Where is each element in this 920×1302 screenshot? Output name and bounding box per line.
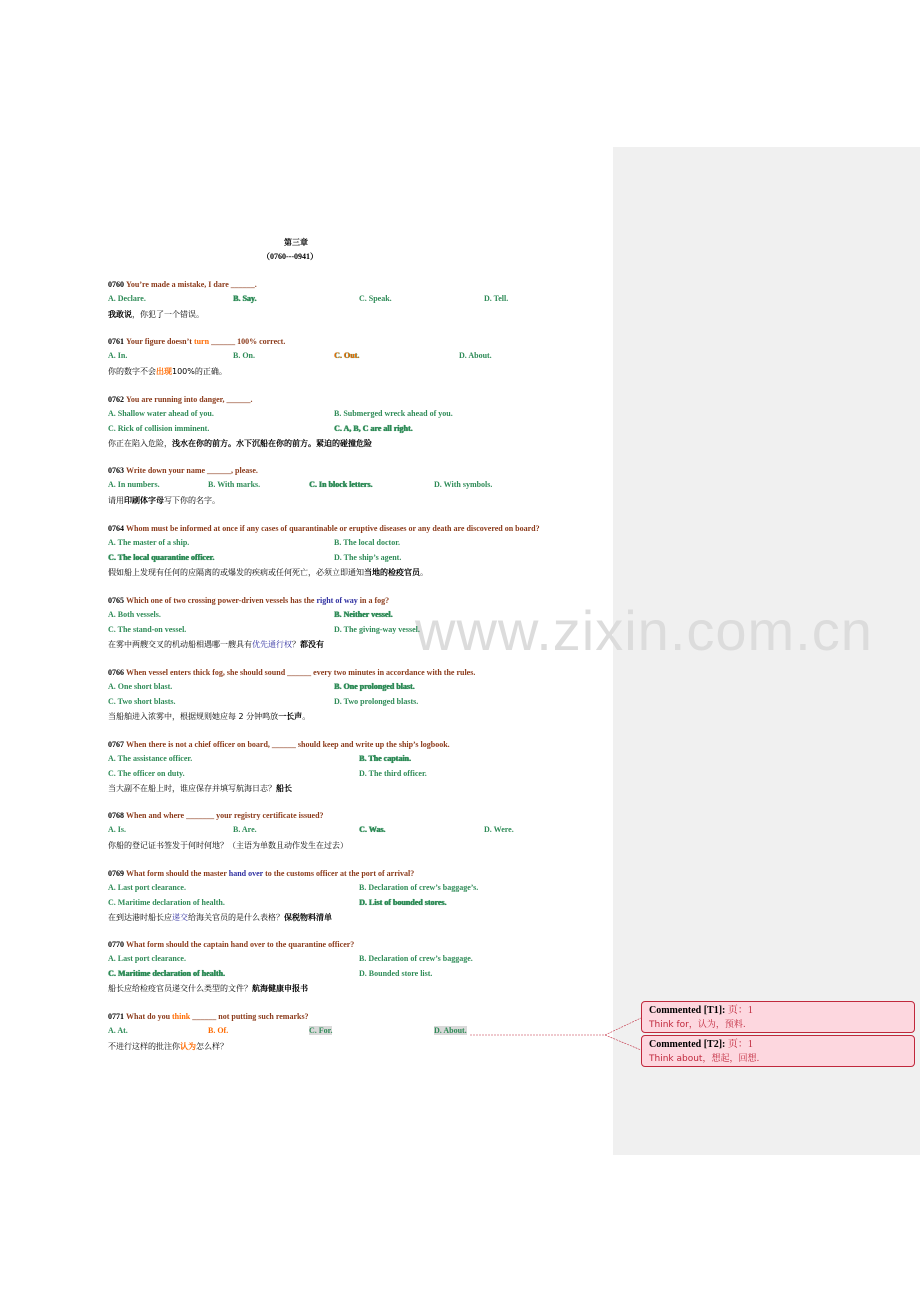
question-text-tail: ______ not putting such remarks? bbox=[190, 1012, 309, 1021]
translation-segment: 100%的正确。 bbox=[172, 366, 227, 376]
answer-option[interactable]: D. Bounded store list. bbox=[359, 968, 433, 978]
answer-option[interactable]: B. Neither vessel. bbox=[334, 610, 393, 619]
answer-option[interactable]: D. The third officer. bbox=[359, 768, 427, 778]
question-text: When there is not a chief officer on board, ______ should keep and write up the ship’s logbook. bbox=[126, 740, 450, 749]
answer-option[interactable]: C. Was. bbox=[359, 825, 386, 834]
answer-option[interactable]: A. The master of a ship. bbox=[108, 538, 190, 547]
translation-segment: 我敢说 bbox=[108, 309, 132, 319]
answer-option[interactable]: D. About. bbox=[434, 1026, 467, 1035]
question-text: When and where _______ your registry certificate issued? bbox=[126, 811, 324, 820]
question-number: 0765 bbox=[108, 596, 124, 605]
watermark: www.zixin.com.cn bbox=[415, 599, 873, 662]
question-stem bbox=[108, 395, 252, 407]
answer-option[interactable]: C. The officer on duty. bbox=[108, 768, 185, 778]
question-number: 0764 bbox=[108, 524, 124, 533]
answer-option[interactable]: B. Declaration of crew’s baggage. bbox=[359, 954, 473, 963]
question-text: What form should the captain hand over to the quarantine officer? bbox=[126, 940, 355, 949]
translation-line bbox=[108, 639, 324, 651]
answer-option[interactable]: A. In numbers. bbox=[108, 480, 160, 489]
answer-option[interactable]: C. The local quarantine officer. bbox=[108, 552, 215, 562]
question-stem bbox=[108, 811, 324, 823]
translation-line bbox=[108, 711, 310, 723]
translation-line bbox=[108, 495, 220, 507]
translation-segment: 航海健康申报书 bbox=[252, 984, 308, 993]
question-stem bbox=[108, 869, 414, 881]
question-text: When vessel enters thick fog, she should sound ______ every two minutes in accordance with the rules. bbox=[126, 668, 476, 677]
question-stem bbox=[108, 466, 258, 478]
translation-line bbox=[108, 983, 308, 995]
question-text: You’re made a mistake, I dare ______. bbox=[126, 280, 257, 289]
translation-segment: 怎么样？ bbox=[196, 1041, 228, 1051]
question-text-tail: ______ 100% correct. bbox=[209, 337, 286, 346]
answer-option[interactable]: A. The assistance officer. bbox=[108, 754, 193, 763]
translation-segment: 在雾中两艘交叉的机动船相遇哪一艘具有 bbox=[108, 640, 252, 649]
answer-option[interactable]: C. Two short blasts. bbox=[108, 696, 176, 706]
answer-option[interactable]: A. One short blast. bbox=[108, 682, 173, 691]
translation-segment: 。 bbox=[302, 712, 311, 721]
translation-segment: 优先通行权 bbox=[252, 640, 292, 649]
comment-label: Commented [T1]: bbox=[649, 1005, 726, 1016]
comment-page: 页：1 bbox=[727, 1039, 753, 1050]
answer-option[interactable]: C. The stand-on vessel. bbox=[108, 624, 187, 634]
translation-segment: ，你犯了一个错误。 bbox=[132, 309, 204, 319]
answer-option[interactable]: A. Shallow water ahead of you. bbox=[108, 409, 214, 418]
comment-text: Think about，想起，回想. bbox=[649, 1054, 760, 1064]
translation-segment: 出现 bbox=[156, 366, 172, 376]
translation-segment: 你船的登记证书签发于何时何地？（主语为单数且动作发生在过去） bbox=[108, 840, 348, 850]
question-number: 0767 bbox=[108, 740, 124, 749]
comment-page: 页：1 bbox=[727, 1005, 753, 1016]
answer-option[interactable]: B. One prolonged blast. bbox=[334, 682, 415, 691]
translation-segment: 不进行这样的批注你 bbox=[108, 1041, 180, 1051]
answer-option[interactable]: D. With symbols. bbox=[434, 480, 493, 489]
translation-segment: 船长应给检疫官员递交什么类型的文件？ bbox=[108, 984, 252, 993]
question-number: 0770 bbox=[108, 940, 124, 949]
question-text: Whom must be informed at once if any cases of quarantinable or eruptive diseases or any death are discovered on board? bbox=[126, 524, 540, 533]
question-text: Write down your name ______, please. bbox=[126, 466, 258, 475]
answer-option[interactable]: C. For. bbox=[309, 1026, 333, 1035]
answer-option[interactable]: C. Maritime declaration of health. bbox=[108, 968, 225, 978]
translation-segment: 印刷体字母 bbox=[124, 495, 164, 505]
question-text: What form should the master bbox=[126, 869, 229, 878]
question-text: You are running into danger, ______. bbox=[126, 395, 253, 404]
translation-line bbox=[108, 783, 292, 795]
question-text: What do you bbox=[126, 1012, 173, 1021]
question-stem bbox=[108, 337, 285, 349]
question-keyword: hand over bbox=[228, 869, 264, 878]
question-number: 0762 bbox=[108, 395, 124, 404]
answer-option[interactable]: B. On. bbox=[233, 351, 256, 360]
translation-segment: 当地的检疫官员 bbox=[364, 568, 420, 577]
translation-line bbox=[108, 438, 372, 450]
chapter-title: 第三章 bbox=[284, 238, 308, 247]
question-text: Your figure doesn’t bbox=[126, 337, 194, 346]
translation-segment: 递交 bbox=[172, 913, 188, 922]
answer-option[interactable]: A. At. bbox=[108, 1026, 128, 1035]
question-text-tail: to the customs officer at the port of arrival? bbox=[263, 869, 415, 878]
answer-option[interactable]: C. In block letters. bbox=[309, 480, 373, 489]
translation-segment: 在到达港时船长应 bbox=[108, 913, 172, 922]
answer-option[interactable]: A. Is. bbox=[108, 825, 127, 834]
question-stem bbox=[108, 596, 389, 608]
translation-segment: 船长 bbox=[276, 784, 292, 793]
question-number: 0766 bbox=[108, 668, 124, 677]
comment-t1[interactable] bbox=[641, 1001, 915, 1033]
question-stem bbox=[108, 1012, 309, 1024]
comment-t2[interactable] bbox=[641, 1035, 915, 1067]
question-stem bbox=[108, 524, 540, 536]
translation-segment: 浅水在你的前方。水下沉船在你的前方。紧迫的碰撞危险 bbox=[172, 439, 372, 448]
answer-option[interactable]: B. Of. bbox=[208, 1026, 229, 1035]
answer-option[interactable]: D. The ship’s agent. bbox=[334, 552, 402, 562]
translation-line bbox=[108, 912, 332, 924]
answer-option[interactable]: A. Declare. bbox=[108, 294, 146, 303]
question-keyword: turn bbox=[193, 337, 210, 346]
answer-option[interactable]: C. Speak. bbox=[359, 294, 392, 303]
translation-segment: 一长声 bbox=[278, 712, 303, 721]
question-number: 0760 bbox=[108, 280, 124, 289]
translation-segment: 写下你的名字。 bbox=[164, 495, 220, 505]
question-stem bbox=[108, 940, 354, 952]
translation-segment: 给海关官员的是什么表格？ bbox=[188, 913, 284, 922]
answer-option[interactable]: D. The giving-way vessel. bbox=[334, 624, 420, 634]
answer-option[interactable]: B. The captain. bbox=[359, 754, 411, 763]
answer-option[interactable]: B. Declaration of crew’s baggage’s. bbox=[359, 883, 479, 892]
comment-label: Commented [T2]: bbox=[649, 1039, 726, 1050]
translation-line bbox=[108, 840, 348, 852]
answer-option[interactable]: D. Two prolonged blasts. bbox=[334, 696, 419, 706]
translation-segment: 保税物料清单 bbox=[284, 913, 332, 922]
answer-option[interactable]: B. With marks. bbox=[208, 480, 261, 489]
translation-segment: 你正在陷入危险， bbox=[108, 439, 172, 448]
answer-option[interactable]: D. Tell. bbox=[484, 294, 509, 303]
answer-option[interactable]: D. About. bbox=[459, 351, 492, 360]
answer-option[interactable]: C. Out. bbox=[334, 351, 360, 360]
question-number: 0763 bbox=[108, 466, 124, 475]
translation-segment: 请用 bbox=[108, 495, 124, 505]
translation-segment: 。 bbox=[420, 568, 428, 577]
translation-segment: 当大副不在船上时，谁应保存并填写航海日志？ bbox=[108, 784, 276, 793]
answer-option[interactable]: B. Are. bbox=[233, 825, 257, 834]
answer-option[interactable]: C. Rick of collision imminent. bbox=[108, 423, 210, 433]
answer-option[interactable]: D. Were. bbox=[484, 825, 514, 834]
answer-option[interactable]: B. The local doctor. bbox=[334, 538, 401, 547]
answer-option[interactable]: B. Say. bbox=[233, 294, 257, 303]
answer-option[interactable]: B. Submerged wreck ahead of you. bbox=[334, 409, 453, 418]
translation-segment: 你的数字不会 bbox=[108, 366, 156, 376]
question-stem bbox=[108, 280, 257, 292]
translation-segment: 认为 bbox=[180, 1041, 196, 1051]
translation-segment: 假如船上发现有任何的应隔离的或爆发的疾病或任何死亡，必须立即通知 bbox=[108, 568, 364, 577]
translation-segment: 当船舶进入浓雾中，根据规则她应每 2 分钟鸣放 bbox=[108, 712, 279, 721]
answer-option[interactable]: A. In. bbox=[108, 351, 128, 360]
question-number: 0769 bbox=[108, 869, 124, 878]
translation-line bbox=[108, 567, 428, 579]
answer-option[interactable]: D. List of bounded stores. bbox=[359, 897, 447, 907]
translation-line bbox=[108, 309, 204, 321]
translation-segment: 都没有 bbox=[300, 640, 324, 649]
translation-line bbox=[108, 1041, 228, 1053]
question-text-tail: in a fog? bbox=[357, 596, 390, 605]
question-number: 0761 bbox=[108, 337, 124, 346]
question-keyword: right of way bbox=[316, 596, 358, 605]
answer-option[interactable]: A. Last port clearance. bbox=[108, 883, 186, 892]
question-number: 0771 bbox=[108, 1012, 124, 1021]
answer-option[interactable]: C. A, B, C are all right. bbox=[334, 423, 413, 433]
translation-line bbox=[108, 366, 227, 378]
answer-option[interactable]: C. Maritime declaration of health. bbox=[108, 897, 225, 907]
answer-option[interactable]: A. Last port clearance. bbox=[108, 954, 186, 963]
translation-segment: ？ bbox=[292, 640, 300, 649]
question-stem bbox=[108, 668, 475, 680]
comment-text: Think for，认为，预料. bbox=[649, 1020, 746, 1030]
answer-option[interactable]: A. Both vessels. bbox=[108, 610, 161, 619]
chapter-range: （0760---0941） bbox=[262, 252, 318, 261]
question-number: 0768 bbox=[108, 811, 124, 820]
question-keyword: think bbox=[172, 1012, 191, 1021]
question-text: Which one of two crossing power-driven vessels has the bbox=[126, 596, 317, 605]
question-stem bbox=[108, 740, 450, 752]
